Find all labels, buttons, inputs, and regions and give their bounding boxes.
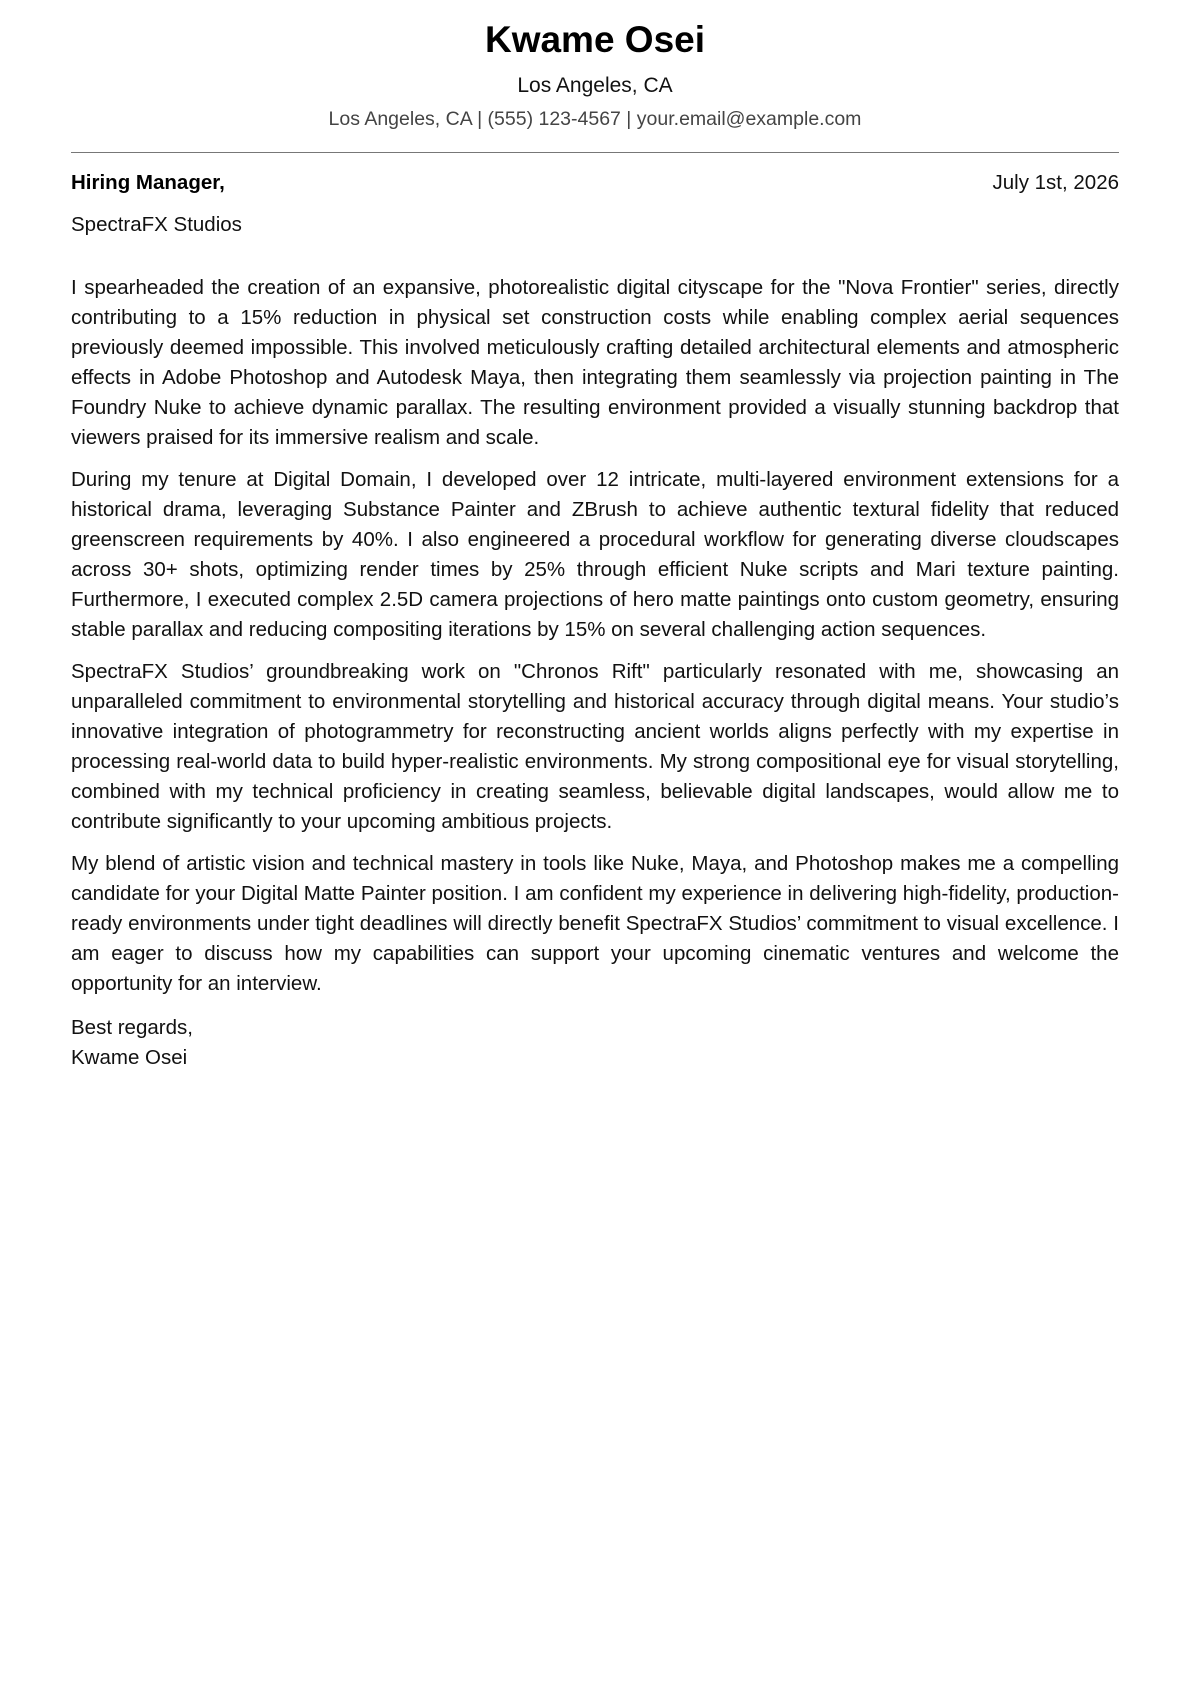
- body-paragraph: SpectraFX Studios’ groundbreaking work on "Chronos Rift" particularly resonated with me, showcasing an unparalleled commitment to environmental storytelling and historical accuracy through digital means. Your studio’s innovative integration of photogrammetry for reconstructing ancient worlds aligns perfectly with my expertise in processing real-world data to build hyper-realistic environments. My strong compositional eye for visual storytelling, combined with my technical proficiency in creating seamless, believable digital landscapes, would allow me to contribute significantly to your upcoming ambitious projects.: [71, 660, 1119, 833]
- letter-closing: [71, 1013, 1119, 1073]
- header-divider: [71, 152, 1119, 153]
- signature-name: Kwame Osei: [71, 1046, 188, 1069]
- body-paragraph: My blend of artistic vision and technical mastery in tools like Nuke, Maya, and Photoshop makes me a compelling candidate for your Digital Matte Painter position. I am confident my experience in delivering high-fidelity, production-ready environments under tight deadlines will directly benefit SpectraFX Studios’ commitment to visual excellence. I am eager to discuss how my capabilities can support your upcoming cinematic ventures and welcome the opportunity for an interview.: [71, 852, 1119, 995]
- closing-phrase: Best regards,: [71, 1016, 193, 1039]
- body-paragraph: During my tenure at Digital Domain, I developed over 12 intricate, multi-layered environment extensions for a historical drama, leveraging Substance Painter and ZBrush to achieve authentic textural fidelity that reduced greenscreen requirements by 40%. I also engineered a procedural workflow for generating diverse cloudscapes across 30+ shots, optimizing render times by 25% through efficient Nuke scripts and Mari texture painting. Furthermore, I executed complex 2.5D camera projections of hero matte paintings onto custom geometry, ensuring stable parallax and reducing compositing iterations by 15% on several challenging action sequences.: [71, 468, 1119, 641]
- recipient-salutation: Hiring Manager,: [71, 171, 225, 194]
- applicant-location: Los Angeles, CA: [517, 74, 673, 97]
- letter-header: [71, 0, 1119, 132]
- contact-line: Los Angeles, CA | (555) 123-4567 | your.email@example.com: [328, 108, 862, 130]
- recipient-date-row: [71, 169, 1119, 197]
- letter-date: July 1st, 2026: [992, 171, 1119, 194]
- company-name: SpectraFX Studios: [71, 213, 242, 236]
- body-paragraph: I spearheaded the creation of an expansive, photorealistic digital cityscape for the "Nova Frontier" series, directly contributing to a 15% reduction in physical set construction costs while enabling complex aerial sequences previously deemed impossible. This involved meticulously crafting detailed architectural elements and atmospheric effects in Adobe Photoshop and Autodesk Maya, then integrating them seamlessly via projection painting in The Foundry Nuke to achieve dynamic parallax. The resulting environment provided a visually stunning backdrop that viewers praised for its immersive realism and scale.: [71, 276, 1119, 449]
- applicant-name: Kwame Osei: [484, 19, 706, 60]
- letter-body: [71, 273, 1119, 999]
